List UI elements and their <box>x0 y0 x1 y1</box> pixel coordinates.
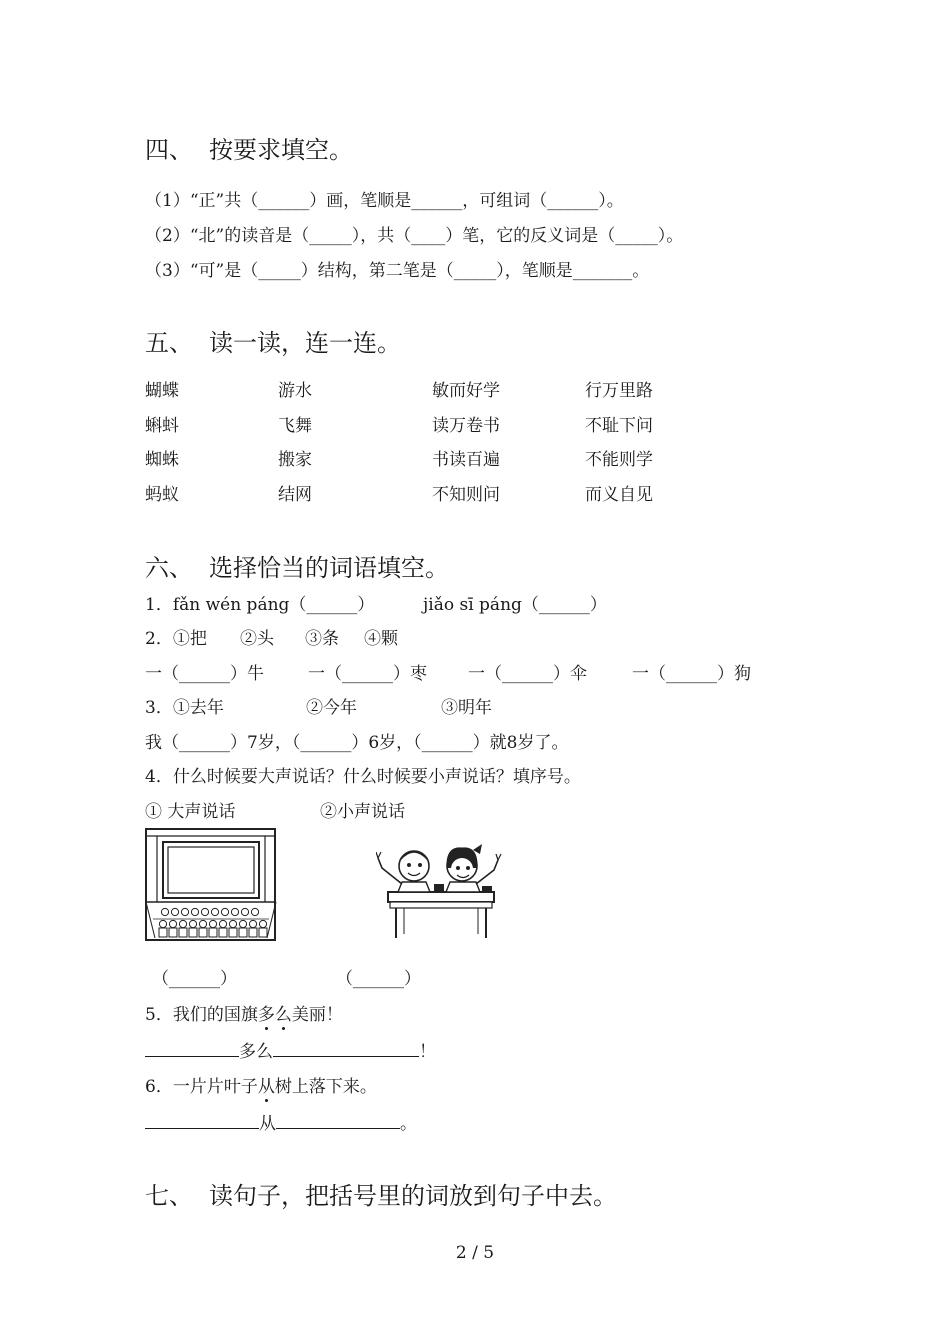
fill-blank[interactable] <box>145 1042 239 1057</box>
s6-q3-option-3: ③明年 <box>441 698 492 718</box>
sentence-part: 6．一片片叶子 <box>145 1077 258 1097</box>
sentence-part: 树上落下来。 <box>274 1077 377 1097</box>
keyword: 从 <box>259 1114 276 1134</box>
match-col4-item: 不能则学 <box>585 450 653 470</box>
s6-q2-option-4: ④颗 <box>364 629 398 649</box>
section-4-title <box>145 130 353 165</box>
keyword: 多么 <box>239 1042 273 1062</box>
s6-q4-prompt: 4．什么时候要大声说话？什么时候要小声说话？填序号。 <box>145 767 581 787</box>
students-at-desk-illustration <box>376 838 502 940</box>
s6-q1-pinyin-a: 1．fǎn wén páng（______） <box>145 595 375 615</box>
s6-q2-option-1: 2．①把 <box>145 629 207 649</box>
s6-q3-option-2: ②今年 <box>306 698 357 718</box>
s4-question-2: （2）“北”的读音是（_____），共（____）笔，它的反义词是（_____）。 <box>145 226 684 246</box>
s6-q1-pinyin-b: jiǎo sī páng（______） <box>423 595 607 615</box>
section-title-text: 读句子，把括号里的词放到句子中去。 <box>209 1182 617 1210</box>
match-col3-item: 不知则问 <box>432 485 500 505</box>
match-col3-item: 敏而好学 <box>432 381 500 401</box>
section-number: 六、 <box>145 554 193 582</box>
s6-q2-option-2: ②头 <box>240 629 274 649</box>
section-number: 七、 <box>145 1182 193 1210</box>
classroom-illustration <box>145 828 277 942</box>
section-number: 四、 <box>145 136 193 164</box>
s6-q4-option-2: ②小声说话 <box>320 802 405 822</box>
match-col2-item: 飞舞 <box>278 416 312 436</box>
section-title-text: 选择恰当的词语填空。 <box>209 554 449 582</box>
s4-question-1: （1）“正”共（______）画，笔顺是______，可组词（______）。 <box>145 191 624 211</box>
s6-q5-fill-line <box>145 1037 436 1062</box>
match-col1-item: 蝴蝶 <box>145 381 179 401</box>
s6-q6-sentence <box>145 1072 377 1097</box>
match-col3-item: 书读百遍 <box>432 450 500 470</box>
s6-q2-blank-3: 一（______）伞 <box>468 664 587 684</box>
sentence-end: ！ <box>419 1042 436 1062</box>
s6-q2-blank-1: 一（______）牛 <box>145 664 264 684</box>
match-col2-item: 搬家 <box>278 450 312 470</box>
s6-q2-blank-2: 一（______）枣 <box>308 664 427 684</box>
s4-question-3: （3）“可”是（_____）结构，第二笔是（_____），笔顺是_______。 <box>145 261 650 281</box>
match-col4-item: 而义自见 <box>585 485 653 505</box>
sentence-part: 美丽！ <box>291 1005 343 1025</box>
match-col2-item: 结网 <box>278 485 312 505</box>
match-col1-item: 蚂蚁 <box>145 485 179 505</box>
emphasis-char: 么 <box>275 1000 292 1025</box>
match-col4-item: 不耻下问 <box>585 416 653 436</box>
match-col1-item: 蝌蚪 <box>145 416 179 436</box>
emphasis-char: 多 <box>258 1000 275 1025</box>
section-title-text: 按要求填空。 <box>209 136 353 164</box>
page-number: 2 / 5 <box>455 1243 495 1263</box>
match-col1-item: 蜘蛛 <box>145 450 179 470</box>
emphasis-char: 从 <box>258 1072 275 1097</box>
fill-blank[interactable] <box>273 1042 419 1057</box>
match-col3-item: 读万卷书 <box>432 416 500 436</box>
section-6-title <box>145 548 449 583</box>
section-7-title <box>145 1176 617 1211</box>
match-col4-item: 行万里路 <box>585 381 653 401</box>
s6-q5-sentence <box>145 1000 343 1025</box>
s6-q6-fill-line <box>145 1109 417 1134</box>
s6-q4-option-1: ① 大声说话 <box>145 802 236 822</box>
s6-q3-sentence: 我（______）7岁，（______）6岁，（______）就8岁了。 <box>145 733 569 753</box>
s6-q4-answer-1: （______） <box>152 969 237 989</box>
fill-blank[interactable] <box>145 1114 259 1129</box>
section-title-text: 读一读，连一连。 <box>209 329 401 357</box>
s6-q4-answer-2: （______） <box>336 969 421 989</box>
sentence-part: 5．我们的国旗 <box>145 1005 258 1025</box>
sentence-end: 。 <box>400 1114 417 1134</box>
s6-q2-option-3: ③条 <box>305 629 339 649</box>
section-number: 五、 <box>145 329 193 357</box>
match-col2-item: 游水 <box>278 381 312 401</box>
s6-q3-option-1: 3．①去年 <box>145 698 224 718</box>
s6-q2-blank-4: 一（______）狗 <box>632 664 751 684</box>
fill-blank[interactable] <box>276 1114 400 1129</box>
section-5-title <box>145 323 401 358</box>
